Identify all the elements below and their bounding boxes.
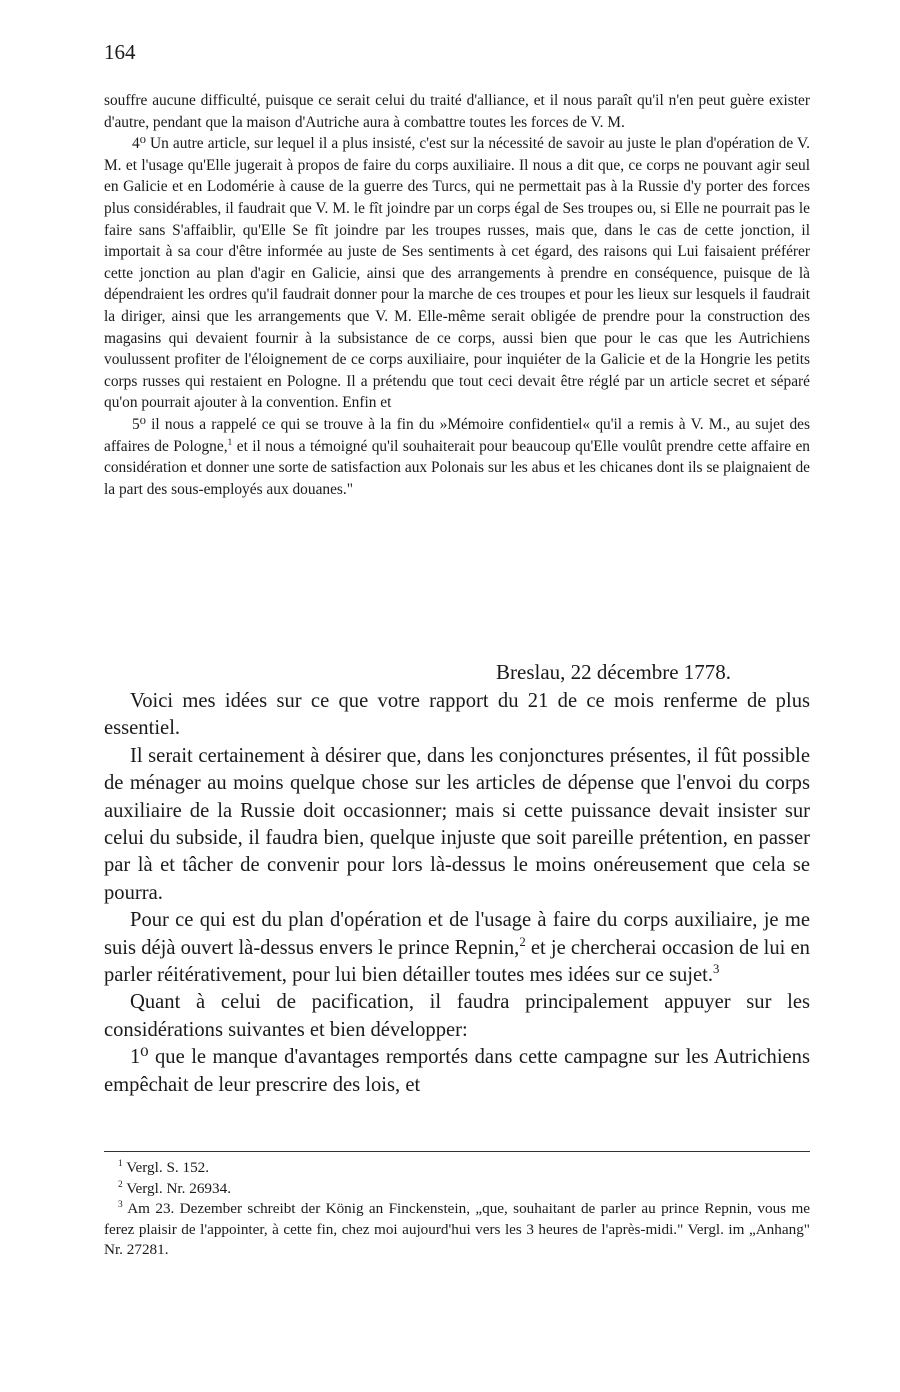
letter-paragraph-3-part-a: Pour ce qui est du plan d'opération et de l'usage à faire du corps auxiliaire, je me suis déjà ouvert là-dessus envers le prince Repnin, (104, 909, 810, 959)
letter-paragraph-1: Voici mes idées sur ce que votre rapport du 21 de ce mois renferme de plus essentiel. (104, 690, 810, 740)
letter-paragraph-5: 1⁰ que le manque d'avantages remportés dans cette campagne sur les Autrichiens empêchait de leur prescrire des lois, et (104, 1046, 810, 1096)
footnotes (104, 1158, 810, 1261)
quote-paragraph-1: souffre aucune difficulté, puisque ce serait celui du traité d'alliance, et il nous paraît qu'il n'en peut guère exister d'autre, pendant que la maison d'Autriche aura à combattre toutes les forces de V. M. (104, 92, 810, 131)
footnote-2 (104, 1179, 810, 1200)
footnote-divider (104, 1151, 810, 1152)
footnote-3 (104, 1199, 810, 1261)
dateline: Breslau, 22 décembre 1778. (496, 660, 732, 684)
quote-paragraph-3 (104, 414, 810, 500)
quoted-report (104, 90, 810, 500)
page-number: 164 (104, 40, 136, 64)
letter-paragraph-4: Quant à celui de pacification, il faudra principalement appuyer sur les considérations suivantes et bien développer: (104, 991, 810, 1041)
footnote-3-text: Am 23. Dezember schreibt der König an Finckenstein, „que, souhaitant de parler au prince Repnin, vous me ferez plaisir de l'appointer, à cette fin, chez moi aujourd'hui vers les 3 heures de l'après-midi." Vergl. im „Anhang" Nr. 27281. (104, 1200, 810, 1259)
quote-paragraph-2: 4⁰ Un autre article, sur lequel il a plus insisté, c'est sur la nécessité de savoir au juste le plan d'opération de V. M. et l'usage qu'Elle jugerait à propos de faire du corps auxiliaire. Il nous a dit que, ce corps ne pouvant agir seul en Galicie et en Lodomérie à cause de la guerre des Turcs, qui ne permettait pas à la Russie d'y porter des forces plus considérables, il faudrait que V. M. le fît joindre par un corps égal de Ses troupes ou, si Elle ne pourrait pas le faire sans S'affaiblir, qu'Elle Se fît joindre par les troupes russes, mais que, dans le cas de cette jonction, il importait à sa cour d'être informée au juste de Ses sentiments à cet égard, des raisons qui Lui faisaient préférer cette jonction au plan d'agir en Galicie, ainsi que des arrangements à prendre en conséquence, puisque de là dépendraient les ordres qu'il faudrait donner pour la marche de ces troupes et pour les lieux sur lesquels il faudrait la diriger, ainsi que les arrangements que V. M. Elle-même serait obligée de prendre pour la construction des magasins qui devaient fournir à la subsistance de ce corps, aussi bien que pour le cas que les Autrichiens voulussent profiter de l'éloignement de ce corps auxiliaire, pour inquiéter de la Galicie et de la Hongrie les petits corps russes qui restaient en Pologne. Il a prétendu que tout ceci devait être réglé par un article secret et séparé qu'on pourrait ajouter à la convention. Enfin et (104, 135, 810, 412)
footnote-1-text: Vergl. S. 152. (122, 1159, 210, 1176)
footnote-ref-2: 2 (519, 934, 526, 949)
footnote-3-mark: 3 (118, 1200, 123, 1211)
footnote-2-mark: 2 (118, 1179, 123, 1190)
letter-paragraph-3-part-b: et je chercherai occasion de lui en parler réitérativement, pour lui bien détailler toutes mes idées sur ce sujet. (104, 936, 810, 987)
letter-paragraph-3 (104, 907, 810, 989)
footnote-1 (104, 1158, 810, 1179)
footnote-2-text: Vergl. Nr. 26934. (122, 1179, 231, 1197)
quote-paragraph-3-part-a: 5⁰ il nous a rappelé ce qui se trouve à la fin du »Mémoire confidentiel« qu'il a remis à V. M., au sujet des affaires de Pologne, (104, 415, 810, 455)
footnote-ref-1: 1 (227, 436, 233, 448)
letter-body (104, 688, 810, 1099)
quote-paragraph-3-part-b: et il nous a témoigné qu'il souhaiterait pour beaucoup qu'Elle voulût prendre cette affaire en considération et donner une sorte de satisfaction aux Polonais sur les abus et les chicanes dont ils se plaignaient de la part des sous-employés aux douanes." (104, 437, 811, 498)
footnote-ref-3: 3 (713, 962, 720, 977)
letter-paragraph-2: Il serait certainement à désirer que, dans les conjonctures présentes, il fût possible de ménager au moins quelque chose sur les articles de dépense que l'envoi du corps auxiliaire de la Russie doit occasionner; mais si cette puissance devait insister sur celui du subside, il faudra bien, quelque injuste que soit pareille prétention, en passer par là et tâcher de convenir pour lors là-dessus le moins onéreusement que cela se pourra. (104, 744, 810, 904)
footnote-1-mark: 1 (118, 1158, 123, 1169)
